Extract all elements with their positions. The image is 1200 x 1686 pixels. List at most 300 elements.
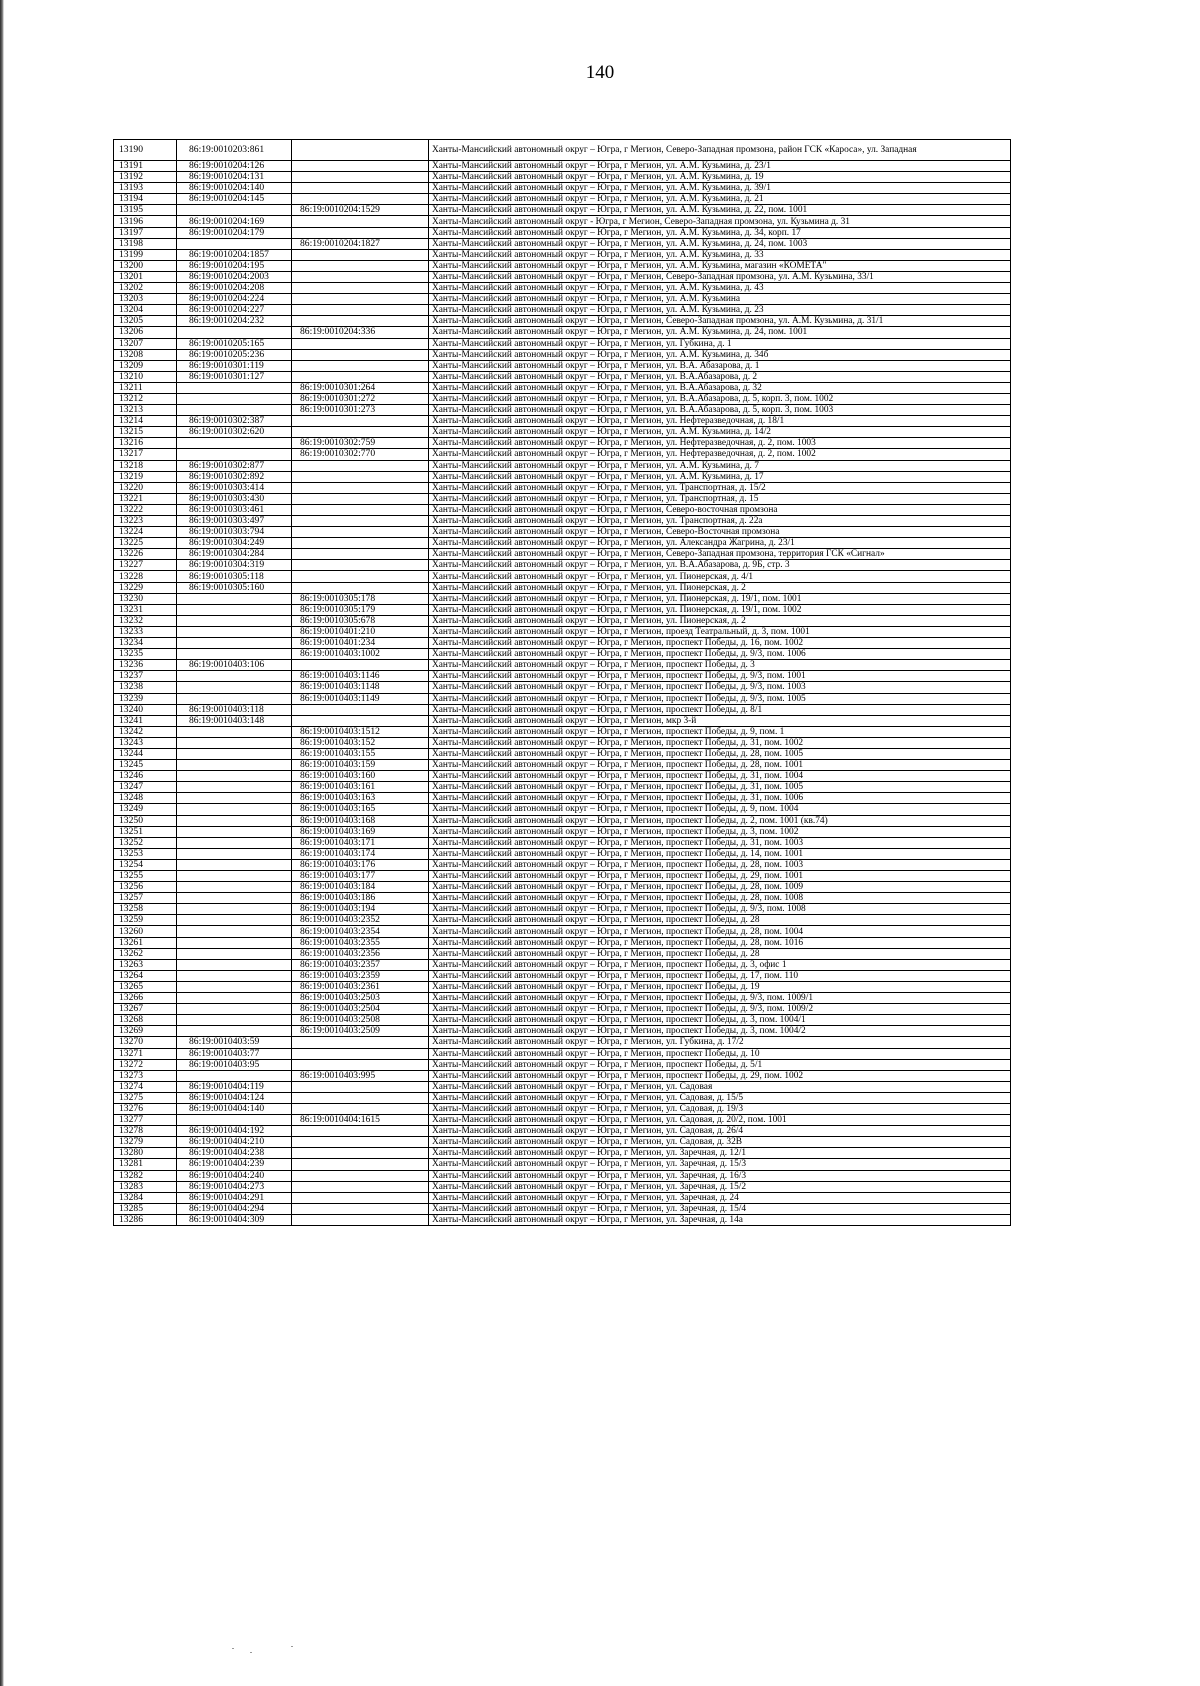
address-cell: Ханты-Мансийский автономный округ – Югра, г Мегион, ул. А.М. Кузьмина xyxy=(429,294,1011,305)
address-cell: Ханты-Мансийский автономный округ – Югра, г Мегион, ул. Нефтеразведочная, д. 2, пом. 1003 xyxy=(429,438,1011,449)
address-cell: Ханты-Мансийский автономный округ – Югра, г Мегион, ул. Пионерская, д. 19/1, пом. 1001 xyxy=(429,593,1011,604)
cadastral-number-cell xyxy=(177,393,292,404)
table-row xyxy=(114,915,1011,926)
cadastral-number-cell: 86:19:0010304:249 xyxy=(177,538,292,549)
cadastral-number-cell: 86:19:0010204:1857 xyxy=(177,249,292,260)
row-number-cell: 13229 xyxy=(114,582,177,593)
cadastral-number-cell: 86:19:0010205:236 xyxy=(177,349,292,360)
row-number-cell: 13276 xyxy=(114,1103,177,1114)
address-cell: Ханты-Мансийский автономный округ – Югра, г Мегион, Северо-Западная промзона, ул. А.М. Кузьмина, д. 31/1 xyxy=(429,316,1011,327)
table-row xyxy=(114,593,1011,604)
premises-number-cell xyxy=(292,1148,429,1159)
address-cell: Ханты-Мансийский автономный округ – Югра, г Мегион, ул. А.М. Кузьмина, д. 19 xyxy=(429,172,1011,183)
row-number-cell: 13283 xyxy=(114,1181,177,1192)
table-row xyxy=(114,238,1011,249)
cadastral-number-cell xyxy=(177,815,292,826)
table-row xyxy=(114,493,1011,504)
premises-number-cell: 86:19:0010403:194 xyxy=(292,904,429,915)
premises-number-cell xyxy=(292,349,429,360)
row-number-cell: 13230 xyxy=(114,593,177,604)
cadastral-number-cell: 86:19:0010204:140 xyxy=(177,183,292,194)
row-number-cell: 13286 xyxy=(114,1214,177,1225)
premises-number-cell xyxy=(292,1092,429,1103)
cadastral-number-cell: 86:19:0010302:620 xyxy=(177,427,292,438)
cadastral-number-cell: 86:19:0010204:179 xyxy=(177,227,292,238)
cadastral-number-cell xyxy=(177,438,292,449)
row-number-cell: 13217 xyxy=(114,449,177,460)
premises-number-cell xyxy=(292,183,429,194)
premises-number-cell xyxy=(292,1048,429,1059)
premises-number-cell: 86:19:0010403:1002 xyxy=(292,649,429,660)
row-number-cell: 13254 xyxy=(114,859,177,870)
premises-number-cell: 86:19:0010204:336 xyxy=(292,327,429,338)
table-row xyxy=(114,393,1011,404)
table-row xyxy=(114,848,1011,859)
address-cell: Ханты-Мансийский автономный округ – Югра, г Мегион, ул. А.М. Кузьмина, д. 17 xyxy=(429,471,1011,482)
table-row xyxy=(114,649,1011,660)
address-cell: Ханты-Мансийский автономный округ – Югра, г Мегион, проспект Победы, д. 10 xyxy=(429,1048,1011,1059)
cadastral-number-cell: 86:19:0010304:284 xyxy=(177,549,292,560)
cadastral-number-cell: 86:19:0010303:430 xyxy=(177,493,292,504)
table-row xyxy=(114,871,1011,882)
premises-number-cell xyxy=(292,460,429,471)
premises-number-cell xyxy=(292,1214,429,1225)
cadastral-number-cell: 86:19:0010303:414 xyxy=(177,482,292,493)
cadastral-number-cell xyxy=(177,238,292,249)
premises-number-cell: 86:19:0010403:160 xyxy=(292,771,429,782)
row-number-cell: 13274 xyxy=(114,1081,177,1092)
cadastral-number-cell xyxy=(177,1015,292,1026)
premises-number-cell xyxy=(292,216,429,227)
cadastral-number-cell: 86:19:0010404:273 xyxy=(177,1181,292,1192)
table-row xyxy=(114,140,1011,161)
premises-number-cell xyxy=(292,294,429,305)
row-number-cell: 13267 xyxy=(114,1004,177,1015)
table-row xyxy=(114,893,1011,904)
table-row xyxy=(114,604,1011,615)
address-cell: Ханты-Мансийский автономный округ – Югра, г Мегион, проспект Победы, д. 8/1 xyxy=(429,704,1011,715)
premises-number-cell: 86:19:0010305:678 xyxy=(292,615,429,626)
address-cell: Ханты-Мансийский автономный округ – Югра, г Мегион, ул. Транспортная, д. 15/2 xyxy=(429,482,1011,493)
premises-number-cell: 86:19:0010403:2361 xyxy=(292,981,429,992)
table-row xyxy=(114,349,1011,360)
premises-number-cell xyxy=(292,560,429,571)
table-row xyxy=(114,516,1011,527)
table-row xyxy=(114,194,1011,205)
cadastral-number-cell: 86:19:0010404:140 xyxy=(177,1103,292,1114)
address-cell: Ханты-Мансийский автономный округ – Югра, г Мегион, проспект Победы, д. 2, пом. 1001 (кв.74) xyxy=(429,815,1011,826)
row-number-cell: 13253 xyxy=(114,848,177,859)
address-cell: Ханты-Мансийский автономный округ – Югра, г Мегион, проезд Театральный, д. 3, пом. 1001 xyxy=(429,626,1011,637)
premises-number-cell: 86:19:0010403:186 xyxy=(292,893,429,904)
premises-number-cell: 86:19:0010403:176 xyxy=(292,859,429,870)
premises-number-cell xyxy=(292,1192,429,1203)
table-row xyxy=(114,904,1011,915)
table-row xyxy=(114,638,1011,649)
address-cell: Ханты-Мансийский автономный округ – Югра, г Мегион, проспект Победы, д. 31, пом. 1003 xyxy=(429,837,1011,848)
cadastral-number-cell xyxy=(177,871,292,882)
cadastral-number-cell xyxy=(177,405,292,416)
row-number-cell: 13195 xyxy=(114,205,177,216)
row-number-cell: 13264 xyxy=(114,970,177,981)
table-row xyxy=(114,726,1011,737)
address-cell: Ханты-Мансийский автономный округ – Югра, г Мегион, проспект Победы, д. 28, пом. 1003 xyxy=(429,859,1011,870)
address-cell: Ханты-Мансийский автономный округ – Югра, г Мегион, проспект Победы, д. 28 xyxy=(429,948,1011,959)
premises-number-cell: 86:19:0010301:273 xyxy=(292,405,429,416)
address-cell: Ханты-Мансийский автономный округ – Югра, г Мегион, ул. Садовая, д. 19/3 xyxy=(429,1103,1011,1114)
premises-number-cell: 86:19:0010403:2357 xyxy=(292,959,429,970)
row-number-cell: 13206 xyxy=(114,327,177,338)
cadastral-number-cell xyxy=(177,993,292,1004)
address-cell: Ханты-Мансийский автономный округ – Югра, г Мегион, проспект Победы, д. 3, пом. 1004/2 xyxy=(429,1026,1011,1037)
address-cell: Ханты-Мансийский автономный округ – Югра, г Мегион, проспект Победы, д. 28, пом. 1004 xyxy=(429,926,1011,937)
table-row xyxy=(114,981,1011,992)
cadastral-number-cell xyxy=(177,981,292,992)
table-row xyxy=(114,1203,1011,1214)
table-row xyxy=(114,926,1011,937)
cadastral-number-cell: 86:19:0010304:319 xyxy=(177,560,292,571)
address-cell: Ханты-Мансийский автономный округ – Югра, г Мегион, проспект Победы, д. 29, пом. 1002 xyxy=(429,1070,1011,1081)
table-row xyxy=(114,1070,1011,1081)
cadastral-number-cell xyxy=(177,382,292,393)
row-number-cell: 13220 xyxy=(114,482,177,493)
row-number-cell: 13207 xyxy=(114,338,177,349)
premises-number-cell xyxy=(292,416,429,427)
cadastral-number-cell xyxy=(177,593,292,604)
address-cell: Ханты-Мансийский автономный округ – Югра, г Мегион, ул. Транспортная, д. 15 xyxy=(429,493,1011,504)
table-row xyxy=(114,249,1011,260)
cadastral-number-cell: 86:19:0010204:126 xyxy=(177,161,292,172)
address-cell: Ханты-Мансийский автономный округ – Югра, г Мегион, проспект Победы, д. 3, офис 1 xyxy=(429,959,1011,970)
cadastral-number-cell: 86:19:0010404:309 xyxy=(177,1214,292,1225)
premises-number-cell: 86:19:0010403:184 xyxy=(292,882,429,893)
premises-number-cell xyxy=(292,527,429,538)
table-row xyxy=(114,161,1011,172)
row-number-cell: 13272 xyxy=(114,1059,177,1070)
cadastral-number-cell: 86:19:0010204:195 xyxy=(177,260,292,271)
premises-number-cell xyxy=(292,482,429,493)
cadastral-number-cell xyxy=(177,826,292,837)
address-cell: Ханты-Мансийский автономный округ – Югра, г Мегион, проспект Победы, д. 28, пом. 1008 xyxy=(429,893,1011,904)
row-number-cell: 13192 xyxy=(114,172,177,183)
address-cell: Ханты-Мансийский автономный округ – Югра, г Мегион, ул. Губкина, д. 1 xyxy=(429,338,1011,349)
cadastral-number-cell: 86:19:0010303:461 xyxy=(177,504,292,515)
cadastral-number-cell xyxy=(177,205,292,216)
address-cell: Ханты-Мансийский автономный округ – Югра, г Мегион, проспект Победы, д. 14, пом. 1001 xyxy=(429,848,1011,859)
premises-number-cell xyxy=(292,504,429,515)
premises-number-cell xyxy=(292,140,429,161)
cadastral-number-cell: 86:19:0010305:160 xyxy=(177,582,292,593)
cadastral-number-cell xyxy=(177,771,292,782)
table-row xyxy=(114,294,1011,305)
cadastral-number-cell: 86:19:0010404:210 xyxy=(177,1137,292,1148)
row-number-cell: 13235 xyxy=(114,649,177,660)
address-cell: Ханты-Мансийский автономный округ – Югра, г Мегион, ул. А.М. Кузьмина, д. 7 xyxy=(429,460,1011,471)
premises-number-cell: 86:19:0010403:995 xyxy=(292,1070,429,1081)
premises-number-cell xyxy=(292,493,429,504)
address-cell: Ханты-Мансийский автономный округ – Югра, г Мегион, ул. Садовая xyxy=(429,1081,1011,1092)
address-cell: Ханты-Мансийский автономный округ – Югра, г Мегион, проспект Победы, д. 19 xyxy=(429,981,1011,992)
address-cell: Ханты-Мансийский автономный округ – Югра, г Мегион, ул. Пионерская, д. 19/1, пом. 1002 xyxy=(429,604,1011,615)
premises-number-cell: 86:19:0010403:155 xyxy=(292,748,429,759)
table-row xyxy=(114,371,1011,382)
row-number-cell: 13266 xyxy=(114,993,177,1004)
table-row xyxy=(114,316,1011,327)
address-cell: Ханты-Мансийский автономный округ – Югра, г Мегион, ул. Заречная, д. 12/1 xyxy=(429,1148,1011,1159)
table-row xyxy=(114,1092,1011,1103)
premises-number-cell xyxy=(292,1081,429,1092)
address-cell: Ханты-Мансийский автономный округ – Югра, г Мегион, проспект Победы, д. 9/3, пом. 1008 xyxy=(429,904,1011,915)
address-cell: Ханты-Мансийский автономный округ – Югра, г Мегион, ул. А.М. Кузьмина, д. 34б xyxy=(429,349,1011,360)
table-row xyxy=(114,172,1011,183)
row-number-cell: 13273 xyxy=(114,1070,177,1081)
cadastral-number-cell: 86:19:0010404:238 xyxy=(177,1148,292,1159)
address-cell: Ханты-Мансийский автономный округ – Югра, г Мегион, ул. А.М. Кузьмина, д. 23 xyxy=(429,305,1011,316)
address-cell: Ханты-Мансийский автономный округ – Югра, г Мегион, проспект Победы, д. 28, пом. 1009 xyxy=(429,882,1011,893)
table-row xyxy=(114,427,1011,438)
row-number-cell: 13269 xyxy=(114,1026,177,1037)
address-cell: Ханты-Мансийский автономный округ – Югра, г Мегион, ул. Садовая, д. 32В xyxy=(429,1137,1011,1148)
table-row xyxy=(114,737,1011,748)
row-number-cell: 13285 xyxy=(114,1203,177,1214)
cadastral-number-cell xyxy=(177,948,292,959)
address-cell: Ханты-Мансийский автономный округ – Югра, г Мегион, ул. А.М. Кузьмина, д. 22, пом. 1001 xyxy=(429,205,1011,216)
table-row xyxy=(114,338,1011,349)
row-number-cell: 13191 xyxy=(114,161,177,172)
address-cell: Ханты-Мансийский автономный округ – Югра, г Мегион, проспект Победы, д. 17, пом. 110 xyxy=(429,970,1011,981)
premises-number-cell: 86:19:0010403:2509 xyxy=(292,1026,429,1037)
cadastral-number-cell: 86:19:0010404:119 xyxy=(177,1081,292,1092)
table-row xyxy=(114,327,1011,338)
table-row xyxy=(114,438,1011,449)
cadastral-number-cell xyxy=(177,970,292,981)
registry-table-body xyxy=(114,140,1011,1226)
address-cell: Ханты-Мансийский автономный округ – Югра, г Мегион, ул. В.А.Абазарова, д. 2 xyxy=(429,371,1011,382)
table-row xyxy=(114,1048,1011,1059)
table-row xyxy=(114,693,1011,704)
cadastral-number-cell: 86:19:0010204:169 xyxy=(177,216,292,227)
row-number-cell: 13225 xyxy=(114,538,177,549)
table-row xyxy=(114,360,1011,371)
address-cell: Ханты-Мансийский автономный округ – Югра, г Мегион, ул. Садовая, д. 26/4 xyxy=(429,1126,1011,1137)
cadastral-number-cell: 86:19:0010403:148 xyxy=(177,715,292,726)
cadastral-number-cell: 86:19:0010203:861 xyxy=(177,140,292,161)
table-row xyxy=(114,527,1011,538)
premises-number-cell: 86:19:0010403:2504 xyxy=(292,1004,429,1015)
row-number-cell: 13282 xyxy=(114,1170,177,1181)
table-row xyxy=(114,1115,1011,1126)
cadastral-number-cell: 86:19:0010204:131 xyxy=(177,172,292,183)
premises-number-cell xyxy=(292,371,429,382)
address-cell: Ханты-Мансийский автономный округ – Югра, г Мегион, проспект Победы, д. 31, пом. 1004 xyxy=(429,771,1011,782)
table-row xyxy=(114,504,1011,515)
cadastral-number-cell xyxy=(177,682,292,693)
cadastral-number-cell xyxy=(177,1070,292,1081)
premises-number-cell: 86:19:0010403:2359 xyxy=(292,970,429,981)
row-number-cell: 13210 xyxy=(114,371,177,382)
address-cell: Ханты-Мансийский автономный округ – Югра, г Мегион, Северо-Западная промзона, ул. А.М. Кузьмина, 33/1 xyxy=(429,271,1011,282)
premises-number-cell xyxy=(292,1059,429,1070)
table-row xyxy=(114,571,1011,582)
scan-speck xyxy=(250,1652,252,1653)
premises-number-cell xyxy=(292,1037,429,1048)
address-cell: Ханты-Мансийский автономный округ – Югра, г Мегион, проспект Победы, д. 28, пом. 1016 xyxy=(429,937,1011,948)
cadastral-number-cell xyxy=(177,959,292,970)
row-number-cell: 13212 xyxy=(114,393,177,404)
table-row xyxy=(114,793,1011,804)
cadastral-number-cell: 86:19:0010404:291 xyxy=(177,1192,292,1203)
table-row xyxy=(114,1137,1011,1148)
table-row xyxy=(114,760,1011,771)
address-cell: Ханты-Мансийский автономный округ – Югра, г Мегион, ул. Нефтеразведочная, д. 18/1 xyxy=(429,416,1011,427)
cadastral-number-cell: 86:19:0010301:127 xyxy=(177,371,292,382)
row-number-cell: 13278 xyxy=(114,1126,177,1137)
row-number-cell: 13242 xyxy=(114,726,177,737)
table-row xyxy=(114,626,1011,637)
cadastral-number-cell xyxy=(177,782,292,793)
cadastral-number-cell: 86:19:0010404:240 xyxy=(177,1170,292,1181)
address-cell: Ханты-Мансийский автономный округ – Югра, г Мегион, ул. Нефтеразведочная, д. 2, пом. 1002 xyxy=(429,449,1011,460)
address-cell: Ханты-Мансийский автономный округ – Югра, г Мегион, проспект Победы, д. 9, пом. 1004 xyxy=(429,804,1011,815)
address-cell: Ханты-Мансийский автономный округ - Югра, г Мегион, Северо-Западная промзона, ул. Кузьмина д. 31 xyxy=(429,216,1011,227)
cadastral-number-cell xyxy=(177,649,292,660)
address-cell: Ханты-Мансийский автономный округ – Югра, г Мегион, ул. А.М. Кузьмина, магазин «КОМЕТА" xyxy=(429,260,1011,271)
table-row xyxy=(114,538,1011,549)
address-cell: Ханты-Мансийский автономный округ – Югра, г Мегион, проспект Победы, д. 3, пом. 1002 xyxy=(429,826,1011,837)
cadastral-number-cell: 86:19:0010403:118 xyxy=(177,704,292,715)
row-number-cell: 13265 xyxy=(114,981,177,992)
row-number-cell: 13193 xyxy=(114,183,177,194)
address-cell: Ханты-Мансийский автономный округ – Югра, г Мегион, проспект Победы, д. 9/3, пом. 1003 xyxy=(429,682,1011,693)
cadastral-number-cell: 86:19:0010403:77 xyxy=(177,1048,292,1059)
table-row xyxy=(114,959,1011,970)
row-number-cell: 13226 xyxy=(114,549,177,560)
row-number-cell: 13227 xyxy=(114,560,177,571)
premises-number-cell xyxy=(292,260,429,271)
premises-number-cell xyxy=(292,338,429,349)
cadastral-number-cell xyxy=(177,449,292,460)
row-number-cell: 13280 xyxy=(114,1148,177,1159)
premises-number-cell xyxy=(292,161,429,172)
premises-number-cell: 86:19:0010403:2355 xyxy=(292,937,429,948)
row-number-cell: 13238 xyxy=(114,682,177,693)
premises-number-cell xyxy=(292,538,429,549)
cadastral-number-cell xyxy=(177,793,292,804)
table-row xyxy=(114,1148,1011,1159)
table-row xyxy=(114,1192,1011,1203)
table-row xyxy=(114,859,1011,870)
cadastral-number-cell xyxy=(177,327,292,338)
address-cell: Ханты-Мансийский автономный округ – Югра, г Мегион, ул. В.А.Абазарова, д. 32 xyxy=(429,382,1011,393)
table-row xyxy=(114,826,1011,837)
address-cell: Ханты-Мансийский автономный округ – Югра, г Мегион, проспект Победы, д. 3, пом. 1004/1 xyxy=(429,1015,1011,1026)
row-number-cell: 13281 xyxy=(114,1159,177,1170)
cadastral-number-cell: 86:19:0010404:239 xyxy=(177,1159,292,1170)
row-number-cell: 13209 xyxy=(114,360,177,371)
table-row xyxy=(114,382,1011,393)
table-row xyxy=(114,1181,1011,1192)
row-number-cell: 13271 xyxy=(114,1048,177,1059)
cadastral-number-cell xyxy=(177,604,292,615)
table-row xyxy=(114,1081,1011,1092)
premises-number-cell xyxy=(292,271,429,282)
cadastral-number-cell xyxy=(177,1004,292,1015)
table-row xyxy=(114,1126,1011,1137)
cadastral-number-cell: 86:19:0010403:106 xyxy=(177,660,292,671)
premises-number-cell: 86:19:0010302:770 xyxy=(292,449,429,460)
row-number-cell: 13201 xyxy=(114,271,177,282)
address-cell: Ханты-Мансийский автономный округ – Югра, г Мегион, ул. А.М. Кузьмина, д. 24, пом. 1003 xyxy=(429,238,1011,249)
table-row xyxy=(114,1015,1011,1026)
address-cell: Ханты-Мансийский автономный округ – Югра, г Мегион, проспект Победы, д. 31, пом. 1005 xyxy=(429,782,1011,793)
premises-number-cell xyxy=(292,1203,429,1214)
row-number-cell: 13260 xyxy=(114,926,177,937)
table-row xyxy=(114,682,1011,693)
row-number-cell: 13234 xyxy=(114,638,177,649)
row-number-cell: 13198 xyxy=(114,238,177,249)
cadastral-number-cell xyxy=(177,760,292,771)
table-row xyxy=(114,782,1011,793)
address-cell: Ханты-Мансийский автономный округ – Югра, г Мегион, ул. Заречная, д. 15/4 xyxy=(429,1203,1011,1214)
premises-number-cell: 86:19:0010404:1615 xyxy=(292,1115,429,1126)
premises-number-cell xyxy=(292,427,429,438)
row-number-cell: 13249 xyxy=(114,804,177,815)
address-cell: Ханты-Мансийский автономный округ – Югра, г Мегион, ул. В.А.Абазарова, д. 9Б, стр. 3 xyxy=(429,560,1011,571)
cadastral-number-cell: 86:19:0010204:232 xyxy=(177,316,292,327)
premises-number-cell: 86:19:0010403:2354 xyxy=(292,926,429,937)
premises-number-cell xyxy=(292,704,429,715)
premises-number-cell xyxy=(292,1159,429,1170)
premises-number-cell: 86:19:0010305:179 xyxy=(292,604,429,615)
address-cell: Ханты-Мансийский автономный округ – Югра, г Мегион, ул. Пионерская, д. 4/1 xyxy=(429,571,1011,582)
address-cell: Ханты-Мансийский автономный округ – Югра, г Мегион, ул. Пионерская, д. 2 xyxy=(429,582,1011,593)
row-number-cell: 13203 xyxy=(114,294,177,305)
address-cell: Ханты-Мансийский автономный округ – Югра, г Мегион, ул. А.М. Кузьмина, д. 34, корп. 17 xyxy=(429,227,1011,238)
table-row xyxy=(114,615,1011,626)
table-row xyxy=(114,482,1011,493)
cadastral-number-cell xyxy=(177,893,292,904)
scan-edge xyxy=(0,0,4,1686)
address-cell: Ханты-Мансийский автономный округ – Югра, г Мегион, проспект Победы, д. 9/3, пом. 1005 xyxy=(429,693,1011,704)
table-row xyxy=(114,837,1011,848)
table-row xyxy=(114,216,1011,227)
row-number-cell: 13219 xyxy=(114,471,177,482)
address-cell: Ханты-Мансийский автономный округ – Югра, г Мегион, проспект Победы, д. 28, пом. 1005 xyxy=(429,748,1011,759)
address-cell: Ханты-Мансийский автономный округ – Югра, г Мегион, мкр 3-й xyxy=(429,715,1011,726)
cadastral-number-cell xyxy=(177,737,292,748)
premises-number-cell: 86:19:0010403:174 xyxy=(292,848,429,859)
premises-number-cell: 86:19:0010403:171 xyxy=(292,837,429,848)
address-cell: Ханты-Мансийский автономный округ – Югра, г Мегион, ул. Губкина, д. 17/2 xyxy=(429,1037,1011,1048)
premises-number-cell: 86:19:0010403:2356 xyxy=(292,948,429,959)
address-cell: Ханты-Мансийский автономный округ – Югра, г Мегион, проспект Победы, д. 9/3, пом. 1006 xyxy=(429,649,1011,660)
row-number-cell: 13237 xyxy=(114,671,177,682)
cadastral-number-cell: 86:19:0010404:124 xyxy=(177,1092,292,1103)
cadastral-number-cell: 86:19:0010204:2003 xyxy=(177,271,292,282)
table-row xyxy=(114,970,1011,981)
address-cell: Ханты-Мансийский автономный округ – Югра, г Мегион, ул. В.А.Абазарова, д. 5, корп. 3, пом. 1003 xyxy=(429,405,1011,416)
address-cell: Ханты-Мансийский автономный округ – Югра, г Мегион, Северо-Западная промзона, район ГСК «Кароса», ул. Западная xyxy=(429,140,1011,161)
premises-number-cell xyxy=(292,1181,429,1192)
cadastral-number-cell: 86:19:0010302:892 xyxy=(177,471,292,482)
address-cell: Ханты-Мансийский автономный округ – Югра, г Мегион, ул. Заречная, д. 24 xyxy=(429,1192,1011,1203)
premises-number-cell: 86:19:0010403:168 xyxy=(292,815,429,826)
premises-number-cell xyxy=(292,1137,429,1148)
address-cell: Ханты-Мансийский автономный округ – Югра, г Мегион, ул. Садовая, д. 15/5 xyxy=(429,1092,1011,1103)
address-cell: Ханты-Мансийский автономный округ – Югра, г Мегион, проспект Победы, д. 28, пом. 1001 xyxy=(429,760,1011,771)
row-number-cell: 13246 xyxy=(114,771,177,782)
cadastral-number-cell: 86:19:0010204:227 xyxy=(177,305,292,316)
